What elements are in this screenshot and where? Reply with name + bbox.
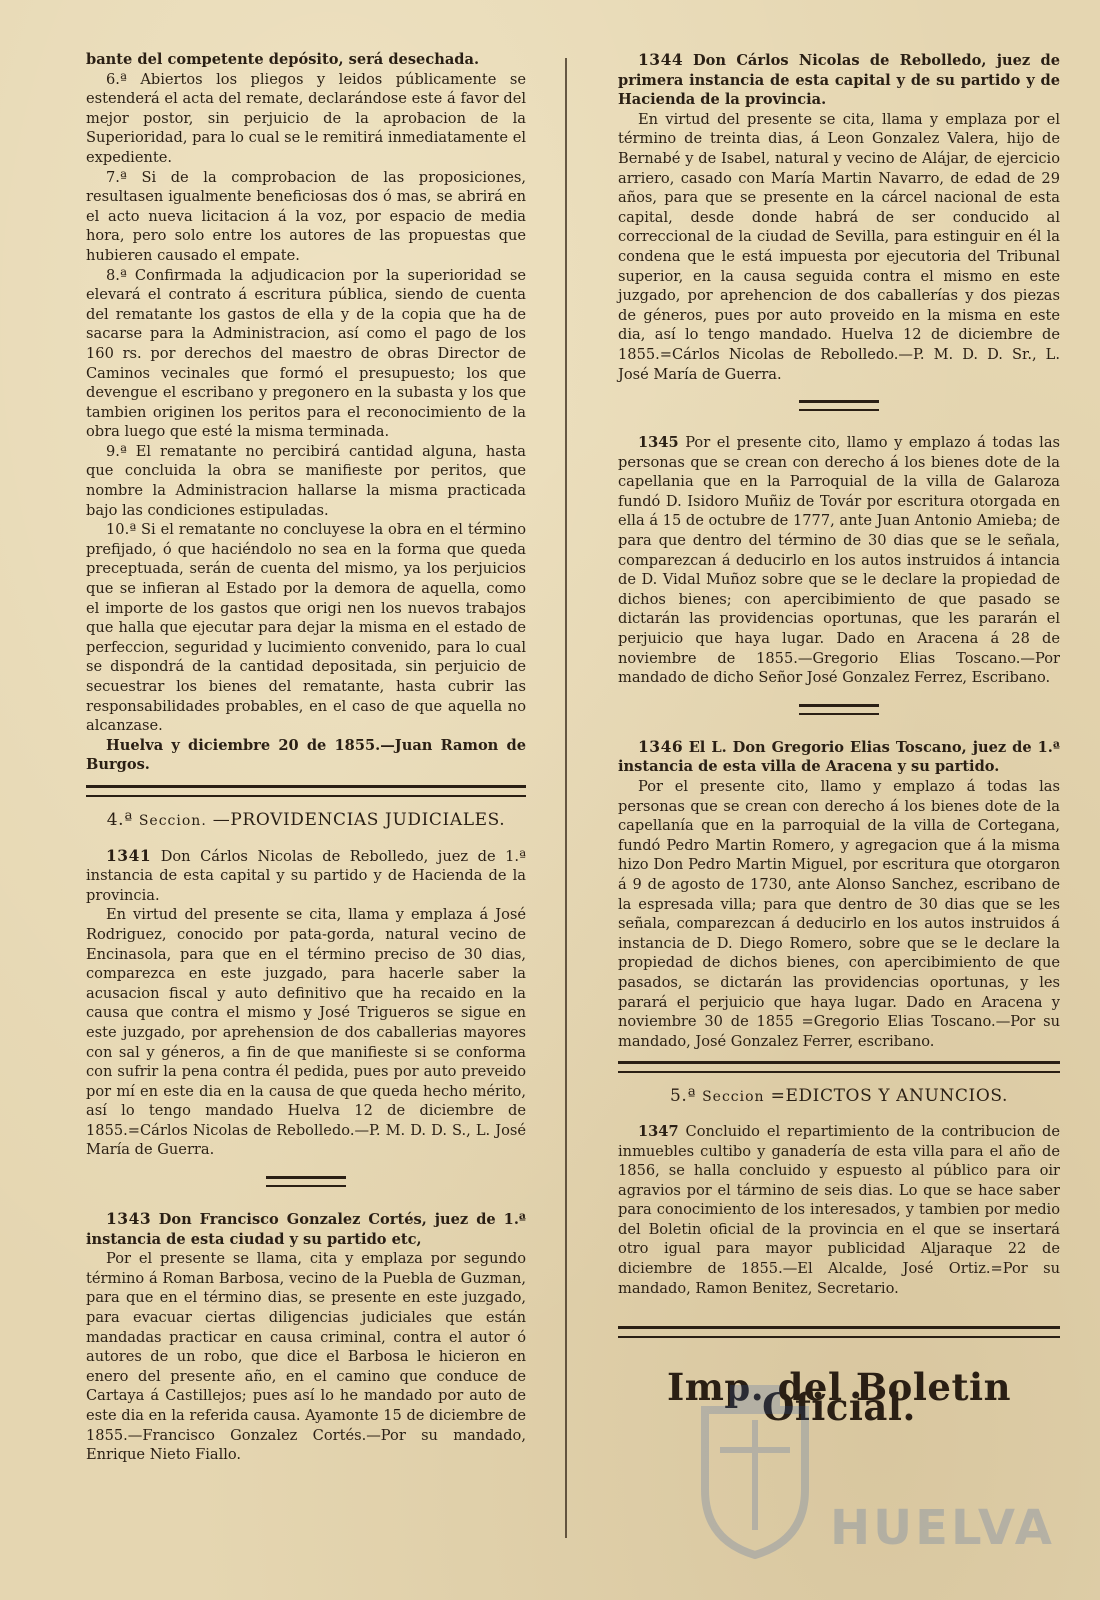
notice-1344: [618, 50, 1060, 384]
notice-header: [86, 1209, 526, 1249]
notice-body: En virtud del presente se cita, llama y emplaza por el término de treinta dias, á Leon Gonzalez Valera, hijo de Bernabé y de Isabel, natural y vecino de Alájar, de ejercicio arriero, casado con María Martin Navarro, de edad de 29 años, para que se presente en la cárcel nacional de esta capital, desde donde habrá de ser conducido al correccional de la ciudad de Sevilla, para estinguir en él la condena que le está impuesta por ejecutoria del Tribunal superior, en la causa seguida contra el mismo en este juzgado, por aprehencion de dos caballerías y dos piezas de géneros, pues por auto proveido en la misma en este dia, así lo tengo mandado. Huelva 12 de diciembre de 1855.=Cárlos Nicolas de Rebolledo.—P. M. D. D. Sr., L. José María de Guerra.: [618, 110, 1060, 383]
notice-number: 1347: [638, 1122, 679, 1140]
condition-9: 9.ª El rematante no percibirá cantidad alguna, hasta que concluida la obra se manifieste por peritos, que nombre la Administracion hallarse la misma practicada bajo las condiciones estipuladas.: [86, 442, 526, 519]
signature-burgos: Huelva y diciembre 20 de 1855.—Juan Ramon de Burgos.: [86, 736, 526, 774]
notice-heading: Don Cárlos Nicolas de Rebolledo, juez de 1.ª instancia de esta capital y su partido y de Hacienda de la provincia.: [86, 847, 526, 904]
notice-heading: El L. Don Gregorio Elias Toscano, juez de 1.ª instancia de esta villa de Aracena y su partido.: [618, 738, 1060, 776]
notice-body: [618, 1122, 1060, 1298]
notice-1341: [86, 846, 526, 1161]
double-rule-divider: [86, 785, 526, 797]
section-title: —PROVIDENCIAS JUDICIALES.: [212, 809, 506, 830]
left-column: [86, 50, 526, 1465]
short-rule-divider: [266, 1176, 346, 1187]
notice-1346: [618, 737, 1060, 1052]
double-rule-divider: [618, 1326, 1060, 1338]
section-number: 4.ª: [106, 809, 133, 830]
notice-number: 1341: [106, 845, 152, 865]
notice-text: Concluido el repartimiento de la contribucion de inmuebles cultibo y ganadería de esta villa para el año de 1856, se halla concluido y espuesto al público para oir agravios por el tármino de seis dias. Lo que se hace saber para conocimiento de los interesados, y tambien por medio del Boletin oficial de la provincia en el que se insertará otro igual para mayor publicidad Aljaraque 22 de diciembre de 1855.—El Alcalde, José Ortiz.=Por su mandado, Ramon Benitez, Secretario.: [618, 1122, 1061, 1297]
section-number: 5.ª: [669, 1086, 697, 1107]
notice-number: 1343: [106, 1209, 152, 1229]
notice-body: [618, 433, 1060, 688]
short-rule-divider: [799, 704, 879, 715]
notice-body: Por el presente se llama, cita y emplaza por segundo término á Roman Barbosa, vecino de la Puebla de Guzman, para que en el término dias, se presente en este juzgado, para evacuar ciertas diligencias judiciales que están mandadas practicar en causa criminal, contra el autor ó autores de un robo, que dice el Barbosa le hicieron en enero del presente año, en el camino que conduce de Cartaya á Castillejos; pues así lo he mandado por auto de este dia en la referida causa. Ayamonte 15 de diciembre de 1855.—Francisco Gonzalez Cortés.—Por su mandado, Enrique Nieto Fiallo.: [86, 1250, 526, 1464]
notice-body: Por el presente cito, llamo y emplazo á todas las personas que se crean con derecho á los bienes dote de la capellanía que en la parroquial de la villa de Cortegana, fundó Pedro Martin Romero, y agregacion que á la misma hizo Don Pedro Martin Miguel, por escritura que otorgaron á 9 de agosto de 1730, ante Alonso Sanchez, escribano de la espresada villa; para que dentro de 30 dias que se les señala, comparezcan á deducirlo en los autos instruidos á instancia de D. Diego Romero, sobre que se le declare la propiedad de dichos bienes, con apercibimiento de que pasados, se dictarán las providencias oportunas, y les parará el perjuicio que haya lugar. Dado en Aracena y noviembre 30 de 1855 =Gregorio Elias Toscano.—Por su mandado, José Gonzalez Ferrer, escribano.: [618, 778, 1060, 1050]
notice-text: Por el presente cito, llamo y emplazo á todas las personas que se crean con derecho á los bienes dote de la capellania que en la Parroquial de la villa de Galaroza fundó D. Isidoro Muñiz de Továr por escritura otorgada en ella á 15 de octubre de 1777, ante Juan Antonio Amieba; de para que dentro del término de 30 dias que se le señala, comparezcan á deducirlo en los autos instruidos á intancia de D. Vidal Muñoz sobre que se le declare la propiedad de dichos bienes; con apercibimiento de que pasado se dictarán las providencias oportunas, que les pararán el perjuicio que haya lugar. Dado en Aracena á 28 de noviembre de 1855.—Gregorio Elias Toscano.—Por mandado de dicho Señor José Gonzalez Ferrez, Escribano.: [618, 434, 1061, 687]
column-divider: [565, 58, 567, 1538]
short-rule-divider: [799, 400, 879, 411]
condition-10: 10.ª Si el rematante no concluyese la obra en el término prefijado, ó que haciéndolo no sea en la forma que queda preceptuada, serán de cuenta del mismo, ya los perjuicios que se infieran al Estado por la demora de aquella, como el importe de los gastos que origi nen los nuevos trabajos que halla que ejecutar para dejar la misma en el estado de perfeccion, seguridad y lucimiento convenido, para lo cual se dispondrá de la cantidad depositada, sin perjuicio de secuestrar los bienes del rematante, hasta cubrir las responsabilidades probables, en el caso de que aquella no alcanzase.: [86, 521, 526, 735]
printer-imprint: Imp. del Boletin Oficial.: [666, 1365, 1012, 1429]
notice-header: [618, 737, 1060, 777]
notice-heading: Don Cárlos Nicolas de Rebolledo, juez de primera instancia de esta capital y de su partido y de Hacienda de la provincia.: [618, 52, 1060, 109]
notice-1347: [618, 1122, 1060, 1298]
notice-header: [86, 846, 526, 906]
condition-8: 8.ª Confirmada la adjudicacion por la superioridad se elevará el contrato á escritura pública, siendo de cuenta del rematante los gastos de ella y de la copia que ha de sacarse para la Administracion, así como el pago de los 160 rs. por derechos del maestro de obras Director de Caminos vecinales que formó el presupuesto; los que devengue el escribano y pregonero en la subasta y los que tambien originen los peritos para el reconocimiento de la obra luego que esté la misma terminada.: [86, 266, 526, 441]
paragraph-end-condition-5: bante del competente depósito, será desechada.: [86, 51, 480, 68]
notice-number: 1344: [638, 50, 684, 69]
section-label: Seccion.: [138, 812, 207, 829]
section-heading-4: [86, 811, 526, 832]
section-title: =EDICTOS Y ANUNCIOS.: [770, 1086, 1009, 1107]
right-column: [618, 50, 1061, 1429]
notice-number: 1346: [638, 736, 684, 756]
watermark-text: HUELVA: [830, 1500, 1055, 1556]
notice-heading: Don Francisco Gonzalez Cortés, juez de 1.ª instancia de esta ciudad y su partido etc,: [86, 1211, 527, 1248]
condition-7: 7.ª Si de la comprobacion de las proposiciones, resultasen igualmente beneficiosas dos ó mas, se abrirá en el acto nueva licitacion á la voz, por espacio de media hora, pero solo entre los autores de las propuestas que hubieren causado el empate.: [86, 168, 526, 264]
condition-6: 6.ª Abiertos los pliegos y leidos públicamente se estenderá el acta del remate, declarándose este á favor del mejor postor, sin perjuicio de la aprobacion de la Superioridad, para lo cual se le remitirá inmediatamente el expediente.: [86, 70, 526, 166]
notice-1345: [618, 433, 1060, 688]
notice-number: 1345: [638, 434, 679, 452]
section-label: Seccion: [702, 1089, 765, 1106]
notice-body: En virtud del presente se cita, llama y emplaza á José Rodriguez, conocido por pata-gorda, natural vecino de Encinasola, para que en el término preciso de 30 dias, comparezca en este juzgado, para hacerle saber la acusacion fiscal y auto definitivo que ha recaido en la causa que contra el mismo y José Trigueros se sigue en este juzgado, por aprehension de dos caballerias mayores con sal y géneros, a fin de que manifieste si se conforma con sufrir la pena contra él pedida, pues por auto preveido por mí en este dia en la causa de que queda hecho mérito, así lo tengo mandado Huelva 12 de diciembre de 1855.=Cárlos Nicolas de Rebolledo.—P. M. D. D. S., L. José María de Guerra.: [86, 906, 526, 1159]
notice-1343: [86, 1209, 526, 1465]
double-rule-divider: [618, 1061, 1060, 1073]
notice-header: [618, 50, 1060, 110]
section-heading-5: [618, 1087, 1060, 1108]
